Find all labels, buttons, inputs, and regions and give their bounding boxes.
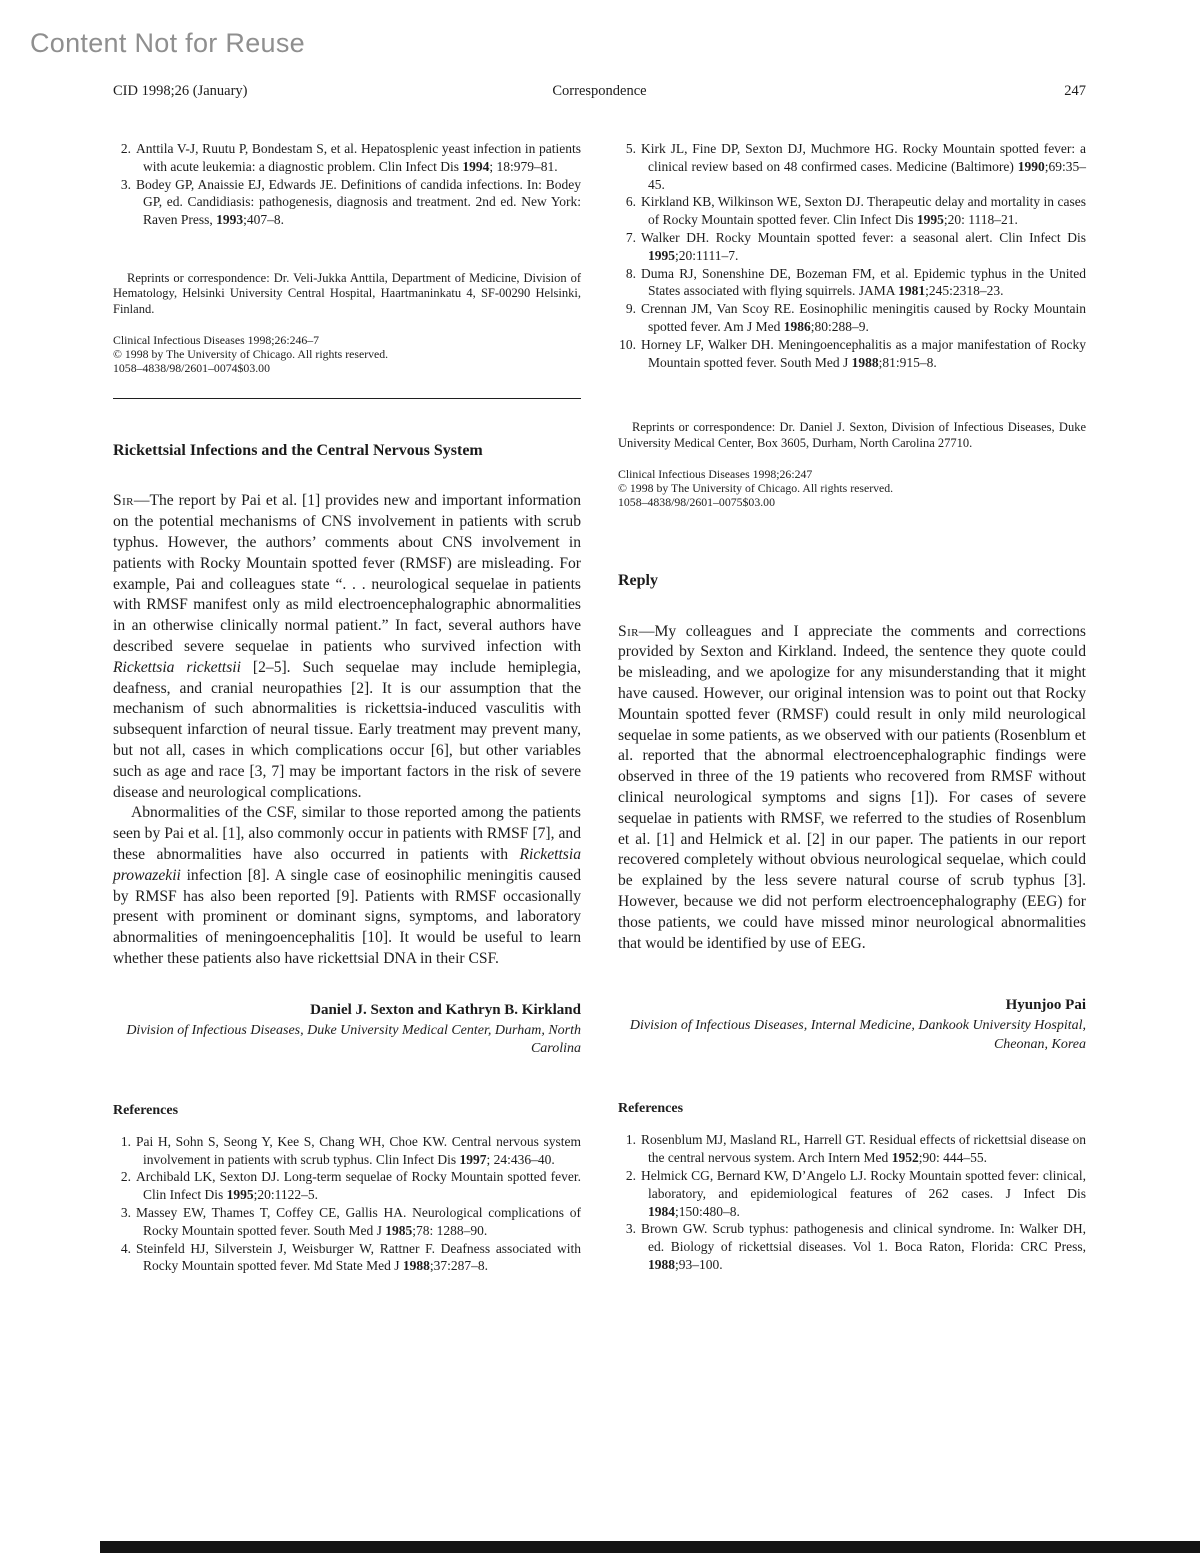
credit-line: 1058–4838/98/2601–0075$03.00 [618, 495, 775, 510]
reference-number: 3. [120, 1205, 131, 1220]
reference-text: Walker DH. Rocky Mountain spotted fever: a seasonal alert. Clin Infect Dis 1995;20:1111–7. [641, 229, 1086, 263]
reference-number: 2. [625, 1167, 636, 1183]
reference-item [618, 1220, 1086, 1273]
watermark-text: Content Not for Reuse [30, 28, 305, 58]
references-heading: References [113, 1102, 179, 1118]
reference-text: Horney LF, Walker DH. Meningoencephalitis as a major manifestation of Rocky Mountain spotted fever. South Med J 1988;81:915–8. [641, 336, 1086, 370]
reference-item [113, 1133, 581, 1169]
reference-number: 10. [619, 336, 636, 352]
letter-paragraph: Sir—The report by Pai et al. [1] provides new and important information on the potential mechanisms of CNS involvement in patients with scrub typhus. However, the authors’ comments about CNS involvement in patients with Rocky Mountain spotted fever (RMSF) are misleading. For example, Pai and colleagues state “. . . neurological sequelae in patients with RMSF manifest only as mild electroencephalographic abnormalities in an otherwise clinically normal patient.” In fact, several authors have described severe sequelae in patients who survived infection with Rickettsia rickettsii [2–5]. Such sequelae may include hemiplegia, deafness, and cranial neuropathies [2]. It is our assumption that the mechanism of such abnormalities is rickettsia-induced vasculitis with subsequent infarction of neural tissue. Early treatment may prevent many, but not all, cases in which complications occur [6], but other variables such as age and race [3, 7] may be important factors in the risk of severe disease and neurological complications. [113, 492, 582, 801]
reference-item [113, 1204, 581, 1240]
reference-text: Steinfeld HJ, Silverstein J, Weisburger W, Rattner F. Deafness associated with Rocky Mountain spotted fever. Md State Med J 1988;37:287–8. [136, 1240, 581, 1274]
running-head [113, 83, 1086, 103]
reference-item [618, 300, 1086, 336]
reprints-note: Reprints or correspondence: Dr. Veli-Jukka Anttila, Department of Medicine, Division of Hematology, Helsinki University Central Hospital, Haartmaninkatu 4, SF-00290 Helsinki, Finland. [113, 270, 581, 316]
continued-reference-list [113, 140, 581, 229]
reply-paragraph: Sir—My colleagues and I appreciate the comments and corrections provided by Sexton and Kirkland. Indeed, the sentence they quote could be misleading, and we apologize for any misunderstanding that it might have caused. However, our original intension was to point out that Rocky Mountain spotted fever (RMSF) could result in only mild neurological sequelae in some patients, as we observed with our patients (Rosenblum et al. reported that the abnormal electroencephalographic findings were observed in three of the 19 patients who recovered from RMSF without clinical neurological symptoms and signs [1]). For cases of severe sequelae in patients with RMSF, we referred to the studies of Rosenblum et al. [1] and Helmick et al. [2] in our paper. The patients in our report recovered completely without obvious neurological sequelae, which could be explained by the less severe natural course of scrub typhus [3]. However, because we did not perform electroencephalography (EEG) for those patients, we could have missed minor neurological abnormalities that would be identified by use of EEG. [618, 622, 1086, 952]
two-column-text-block [113, 140, 1086, 1275]
reference-text: Crennan JM, Van Scoy RE. Eosinophilic meningitis caused by Rocky Mountain spotted fever. Am J Med 1986;80:288–9. [641, 301, 1086, 334]
scan-edge-artifact [100, 1541, 1200, 1553]
reference-number: 1. [625, 1132, 636, 1148]
reference-text: Brown GW. Scrub typhus: pathogenesis and clinical syndrome. In: Walker DH, ed. Biology of rickettsial diseases. Vol 1. Boca Raton, Florida: CRC Press, 1988;93–100. [641, 1221, 1086, 1272]
running-head-section: Correspondence [552, 83, 647, 99]
reference-list [113, 1133, 581, 1275]
reference-item [618, 229, 1086, 265]
reprints-note: Reprints or correspondence: Dr. Daniel J. Sexton, Division of Infectious Diseases, Duke University Medical Center, Box 3605, Durham, North Carolina 27710. [618, 420, 1086, 450]
reference-text: Kirkland KB, Wilkinson WE, Sexton DJ. Therapeutic delay and mortality in cases of Rocky Mountain spotted fever. Clin Infect Dis 1995;20: 1118–21. [641, 194, 1086, 228]
reference-item [618, 140, 1086, 193]
author-names: Hyunjoo Pai [1005, 997, 1086, 1014]
signature-block [113, 1001, 581, 1059]
reference-number: 8. [625, 265, 636, 281]
reference-text: Archibald LK, Sexton DJ. Long-term sequelae of Rocky Mountain spotted fever. Clin Infect Dis 1995;20:1122–5. [136, 1169, 581, 1203]
reference-number: 3. [120, 176, 131, 192]
reference-number: 2. [120, 1169, 131, 1185]
reference-number: 9. [625, 301, 636, 317]
reference-text: Rosenblum MJ, Masland RL, Harrell GT. Residual effects of rickettsial disease on the central nervous system. Arch Intern Med 1952;90: 444–55. [641, 1132, 1086, 1166]
reference-text: Bodey GP, Anaissie EJ, Edwards JE. Definitions of candida infections. In: Bodey GP, ed. Candidiasis: pathogenesis, diagnosis and treatment. 2nd ed. New York: Raven Press, 1993;407–8. [136, 176, 581, 228]
running-head-citation: CID 1998;26 (January) [113, 83, 248, 99]
reference-number: 1. [120, 1133, 131, 1149]
author-names: Daniel J. Sexton and Kathryn B. Kirkland [310, 1001, 581, 1018]
reference-text: Massey EW, Thames T, Coffey CE, Gallis HA. Neurological complications of Rocky Mountain spotted fever. South Med J 1985;78: 1288–90. [136, 1205, 581, 1238]
letter-paragraph: Abnormalities of the CSF, similar to those reported among the patients seen by Pai et al. [1], also commonly occur in patients with RMSF [7], and these abnormalities have also occurred in patients with Rickettsia prowazekii infection [8]. A single case of eosinophilic meningitis caused by RMSF has also been reported [9]. Patients with RMSF occasionally present with prominent or dominant signs, symptoms, and laboratory abnormalities of meningoencephalitis [10]. It would be useful to learn whether these patients also have rickettsial DNA in their CSF. [113, 804, 581, 968]
reference-item [618, 193, 1086, 229]
page-number: 247 [1064, 83, 1086, 99]
reference-number: 3. [625, 1221, 636, 1237]
credit-line: 1058–4838/98/2601–0074$03.00 [113, 361, 270, 376]
credit-line: © 1998 by The University of Chicago. All rights reserved. [618, 481, 894, 496]
left-column [113, 140, 581, 1275]
reference-text: Anttila V-J, Ruutu P, Bondestam S, et al. Hepatosplenic yeast infection in patients with acute leukemia: a diagnostic problem. Clin Infect Dis 1994; 18:979–81. [136, 141, 581, 174]
credit-line: Clinical Infectious Diseases 1998;26:246–7 [113, 332, 320, 347]
credit-line: © 1998 by The University of Chicago. All rights reserved. [113, 347, 389, 362]
continued-reference-list [618, 140, 1086, 371]
reference-text: Kirk JL, Fine DP, Sexton DJ, Muchmore HG. Rocky Mountain spotted fever: a clinical review based on 48 confirmed cases. Medicine (Baltimore) 1990;69:35–45. [641, 141, 1086, 192]
reply-title: Reply [618, 571, 658, 589]
reference-item [113, 140, 581, 176]
reference-number: 5. [625, 141, 636, 156]
reference-item [618, 1167, 1086, 1220]
credit-line: Clinical Infectious Diseases 1998;26:247 [618, 466, 813, 481]
reference-item [618, 1131, 1086, 1167]
reference-text: Helmick CG, Bernard KW, D’Angelo LJ. Rocky Mountain spotted fever: clinical, laboratory, and epidemiological features of 262 cases. J Infect Dis 1984;150:480–8. [641, 1167, 1086, 1219]
references-heading: References [618, 1101, 684, 1117]
reference-text: Duma RJ, Sonenshine DE, Bozeman FM, et al. Epidemic typhus in the United States associated with flying squirrels. JAMA 1981;245:2318–23. [641, 265, 1086, 299]
reference-number: 2. [120, 141, 131, 156]
reference-item [618, 265, 1086, 301]
reference-list [618, 1131, 1086, 1273]
reference-number: 6. [625, 194, 636, 210]
author-affiliation: Division of Infectious Diseases, Duke University Medical Center, Durham, North Carolina [126, 1022, 581, 1057]
right-column [618, 140, 1086, 1275]
section-divider [113, 398, 581, 399]
reference-item [618, 336, 1086, 372]
author-affiliation: Division of Infectious Diseases, Internal Medicine, Dankook University Hospital, Cheonan, Korea [629, 1018, 1086, 1052]
reference-text: Pai H, Sohn S, Seong Y, Kee S, Chang WH, Choe KW. Central nervous system involvement in patients with scrub typhus. Clin Infect Dis 1997; 24:436–40. [136, 1133, 581, 1167]
journal-credit-block [113, 333, 581, 376]
reference-item [113, 1168, 581, 1204]
reference-item [113, 1240, 581, 1276]
reference-number: 7. [625, 229, 636, 245]
reference-number: 4. [120, 1240, 131, 1256]
reference-item [113, 176, 581, 229]
signature-block [618, 996, 1086, 1054]
journal-credit-block [618, 467, 1086, 510]
letter-title: Rickettsial Infections and the Central Nervous System [113, 442, 483, 460]
